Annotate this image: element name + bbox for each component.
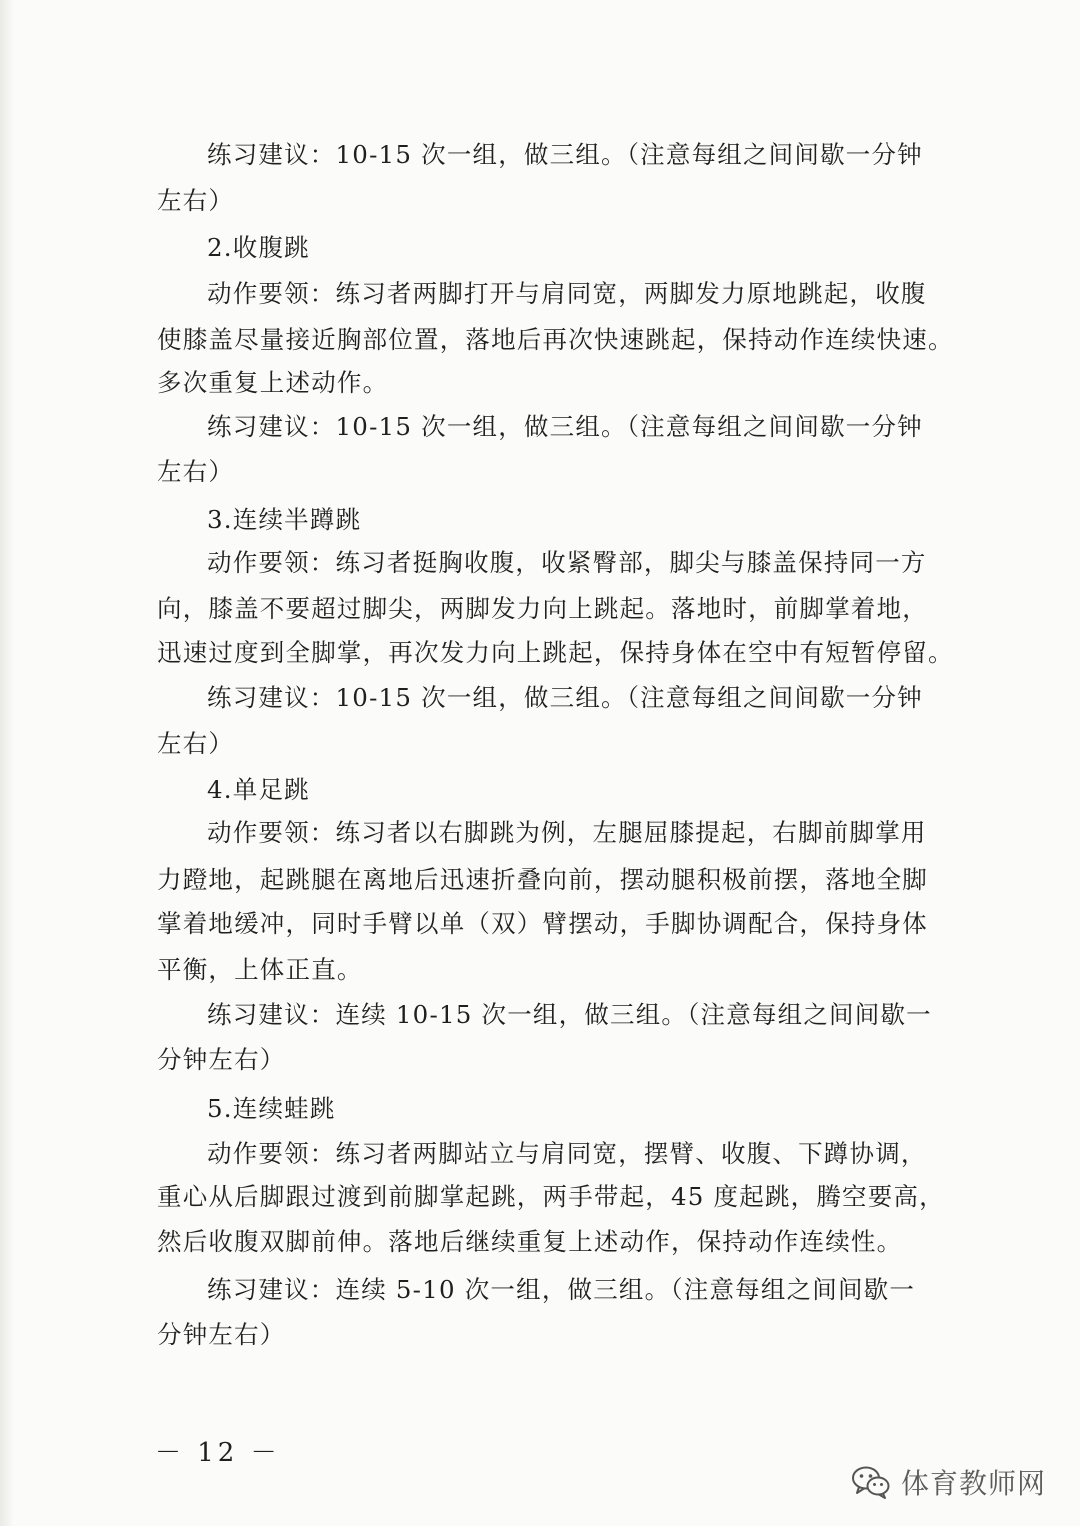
section-heading: 2.收腹跳 [207, 233, 310, 262]
text-line: 使膝盖尽量接近胸部位置，落地后再次快速跳起，保持动作连续快速。 [157, 325, 954, 354]
watermark-text: 体育教师网 [900, 1467, 1046, 1500]
watermark [851, 1462, 1046, 1502]
scanned-page-edge [0, 0, 14, 1526]
text-line: 动作要领：练习者两脚打开与肩同宽，两脚发力原地跳起，收腹 [207, 279, 927, 308]
section-heading: 4.单足跳 [207, 775, 310, 804]
text-line: 练习建议：连续 10-15 次一组，做三组。（注意每组之间间歇一 [207, 1000, 932, 1029]
text-line: 重心从后脚跟过渡到前脚掌起跳，两手带起，45 度起跳，腾空要高， [157, 1182, 945, 1211]
text-line: 力蹬地，起跳腿在离地后迅速折叠向前，摆动腿积极前摆，落地全脚 [157, 865, 928, 894]
page-number: － 12 － [155, 1438, 281, 1468]
text-line: 迅速过度到全脚掌，再次发力向上跳起，保持身体在空中有短暂停留。 [157, 638, 954, 667]
text-line: 左右） [157, 186, 235, 215]
section-heading: 5.连续蛙跳 [207, 1094, 336, 1123]
text-line: 分钟左右） [157, 1320, 286, 1349]
text-line: 左右） [157, 729, 235, 758]
text-line: 练习建议：连续 5-10 次一组，做三组。（注意每组之间间歇一 [207, 1275, 916, 1304]
text-line: 动作要领：练习者挺胸收腹，收紧臀部，脚尖与膝盖保持同一方 [207, 548, 927, 577]
section-heading: 3.连续半蹲跳 [207, 505, 362, 534]
text-line: 多次重复上述动作。 [157, 368, 389, 397]
text-line: 动作要领：练习者两脚站立与肩同宽，摆臂、收腹、下蹲协调， [207, 1139, 927, 1168]
text-line: 然后收腹双脚前伸。落地后继续重复上述动作，保持动作连续性。 [157, 1227, 903, 1256]
text-line: 动作要领：练习者以右脚跳为例，左腿屈膝提起，右脚前脚掌用 [207, 818, 927, 847]
text-line: 分钟左右） [157, 1045, 286, 1074]
text-line: 向，膝盖不要超过脚尖，两脚发力向上跳起。落地时，前脚掌着地， [157, 594, 928, 623]
text-line: 掌着地缓冲，同时手臂以单（双）臂摆动，手脚协调配合，保持身体 [157, 909, 928, 938]
text-line: 练习建议：10-15 次一组，做三组。（注意每组之间间歇一分钟 [207, 140, 923, 169]
text-line: 平衡，上体正直。 [157, 955, 363, 984]
wechat-icon [851, 1465, 891, 1499]
text-line: 练习建议：10-15 次一组，做三组。（注意每组之间间歇一分钟 [207, 412, 923, 441]
text-line: 练习建议：10-15 次一组，做三组。（注意每组之间间歇一分钟 [207, 683, 923, 712]
text-line: 左右） [157, 457, 235, 486]
